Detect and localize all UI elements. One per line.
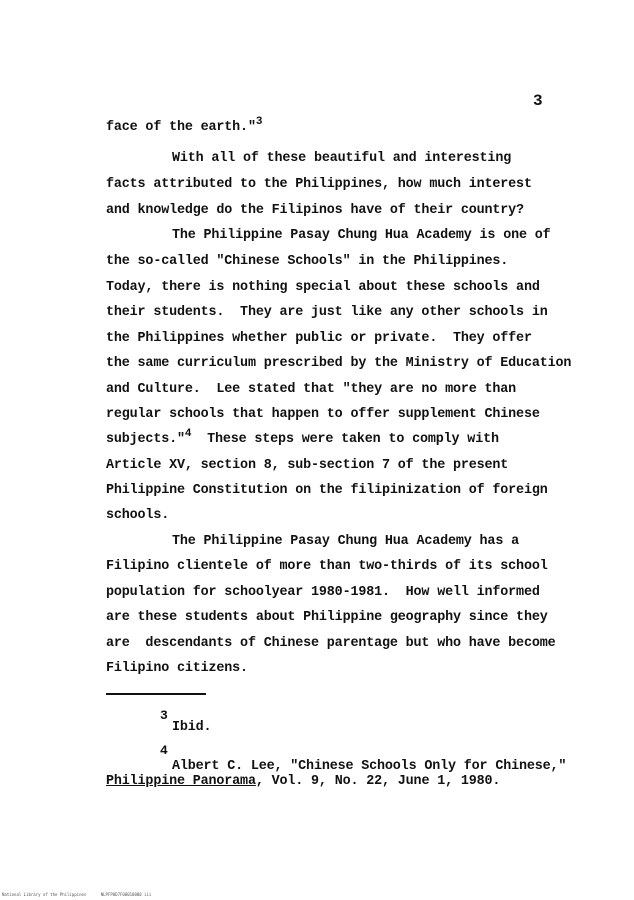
body-line: the same curriculum prescribed by the Ministry of Education (106, 356, 572, 371)
line-text: subjects." (106, 432, 185, 447)
body-line: Filipino clientele of more than two-thirds of its school (106, 559, 548, 574)
footnote-text: Ibid. (172, 720, 212, 735)
footnote-ref: 3 (255, 116, 263, 128)
body-line: Article XV, section 8, sub-section 7 of the present (106, 458, 509, 473)
publication-title: Philippine Panorama (106, 774, 256, 789)
body-line: the so-called "Chinese Schools" in the Philippines. (106, 254, 509, 269)
body-line (106, 428, 499, 447)
footnote-mark: 4 (160, 743, 168, 758)
body-line: and knowledge do the Filipinos have of their country? (106, 203, 524, 218)
footnote-mark: 3 (160, 708, 168, 723)
body-line: facts attributed to the Philippines, how much interest (106, 177, 532, 192)
footnote-ref: 4 (184, 428, 192, 440)
body-line: the Philippines whether public or private. They offer (106, 331, 532, 346)
footnote-text: Albert C. Lee, "Chinese Schools Only for Chinese," (172, 759, 567, 774)
line-text: face of the earth." (106, 120, 256, 135)
footnote-divider (106, 693, 206, 695)
body-line: Today, there is nothing special about these schools and (106, 280, 540, 295)
body-line: population for schoolyear 1980-1981. How well informed (106, 585, 540, 600)
body-line: are descendants of Chinese parentage but who have become (106, 636, 556, 651)
body-line: Filipino citizens. (106, 661, 248, 676)
body-line (106, 116, 263, 135)
body-line: schools. (106, 508, 170, 523)
body-line: The Philippine Pasay Chung Hua Academy has a (172, 534, 519, 549)
body-line: and Culture. Lee stated that "they are no more than (106, 382, 517, 397)
archive-stamp: National Library of the Philippines NLPFP0D7F00010000 iii (2, 892, 152, 897)
citation-details: , Vol. 9, No. 22, June 1, 1980. (255, 774, 501, 789)
page-number: 3 (533, 92, 543, 110)
body-line: are these students about Philippine geography since they (106, 610, 548, 625)
body-line: regular schools that happen to offer supplement Chinese (106, 407, 540, 422)
footnote-continuation (106, 774, 500, 789)
body-line: The Philippine Pasay Chung Hua Academy is one of (172, 228, 551, 243)
line-text: These steps were taken to comply with (191, 432, 499, 447)
body-line: their students. They are just like any other schools in (106, 305, 548, 320)
body-line: Philippine Constitution on the filipinization of foreign (106, 483, 548, 498)
body-line: With all of these beautiful and interesting (172, 151, 512, 166)
